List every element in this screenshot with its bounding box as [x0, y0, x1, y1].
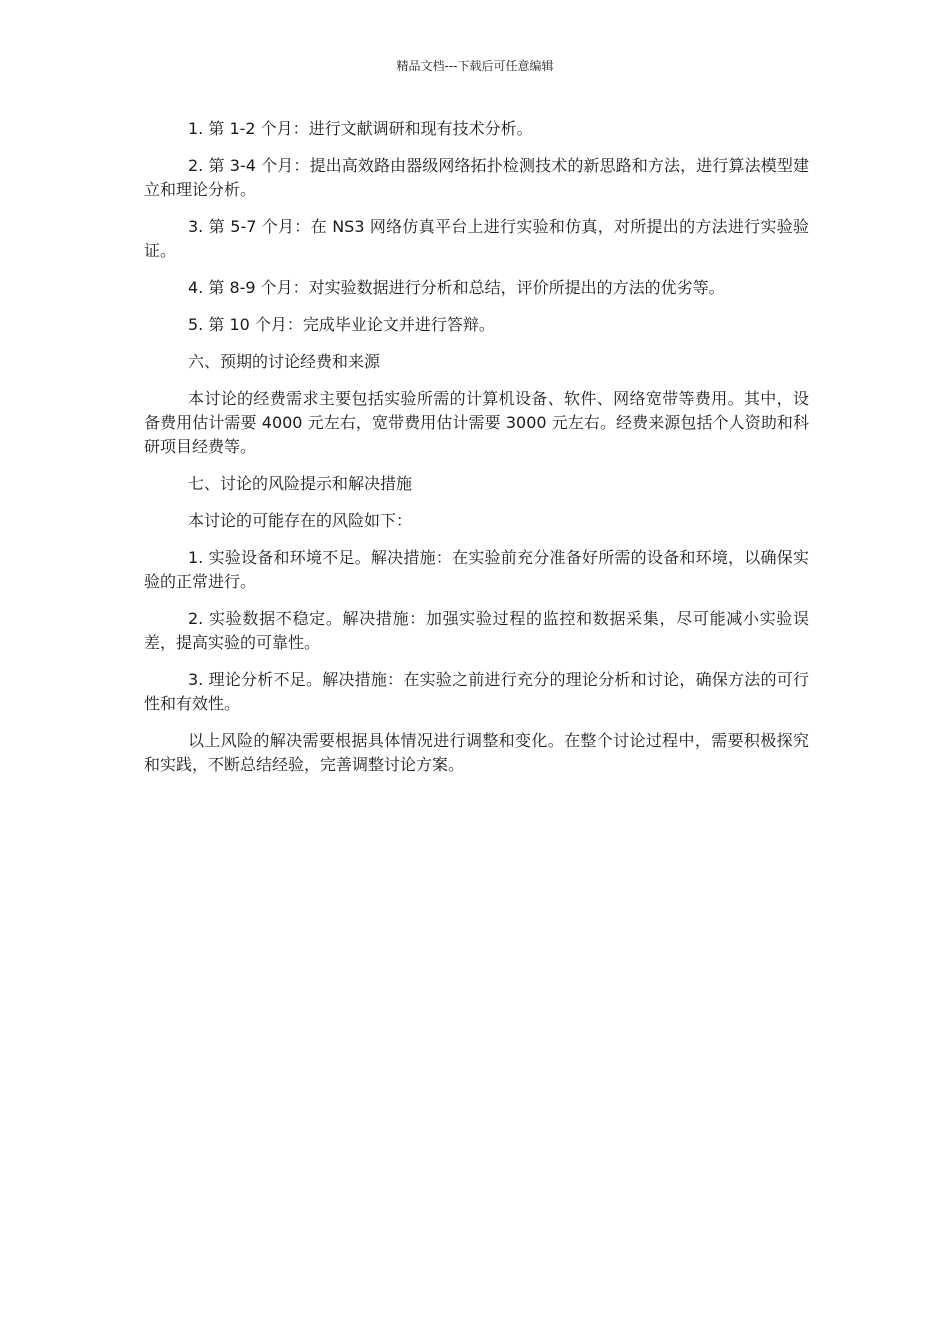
- section-heading-budget: 六、预期的讨论经费和来源: [188, 352, 381, 371]
- document-body: [144, 117, 809, 790]
- page-header: 精品文档---下载后可任意编辑: [396, 59, 554, 73]
- schedule-item-3: 3. 第 5-7 个月：在 NS3 网络仿真平台上进行实验和仿真，对所提出的方法进行实验验证。: [144, 217, 809, 260]
- schedule-item-4: 4. 第 8-9 个月：对实验数据进行分析和总结，评价所提出的方法的优劣等。: [188, 278, 725, 297]
- schedule-item-2: 2. 第 3-4 个月：提出高效路由器级网络拓扑检测技术的新思路和方法，进行算法模型建立和理论分析。: [144, 156, 809, 199]
- schedule-item-5: 5. 第 10 个月：完成毕业论文并进行答辩。: [188, 315, 495, 334]
- section-heading-risks: 七、讨论的风险提示和解决措施: [188, 474, 413, 493]
- budget-paragraph: 本讨论的经费需求主要包括实验所需的计算机设备、软件、网络宽带等费用。其中，设备费用估计需要 4000 元左右，宽带费用估计需要 3000 元左右。经费来源包括个人资助和科研项目经费等。: [144, 389, 809, 456]
- risk-item-1: 1. 实验设备和环境不足。解决措施：在实验前充分准备好所需的设备和环境，以确保实验的正常进行。: [144, 548, 809, 591]
- risk-item-3: 3. 理论分析不足。解决措施：在实验之前进行充分的理论分析和讨论，确保方法的可行性和有效性。: [144, 670, 809, 713]
- risks-intro: 本讨论的可能存在的风险如下：: [188, 511, 413, 530]
- closing-paragraph: 以上风险的解决需要根据具体情况进行调整和变化。在整个讨论过程中，需要积极探究和实践，不断总结经验，完善调整讨论方案。: [144, 731, 809, 774]
- schedule-item-1: 1. 第 1-2 个月：进行文献调研和现有技术分析。: [188, 119, 533, 138]
- risk-item-2: 2. 实验数据不稳定。解决措施：加强实验过程的监控和数据采集，尽可能减小实验误差，提高实验的可靠性。: [144, 609, 809, 652]
